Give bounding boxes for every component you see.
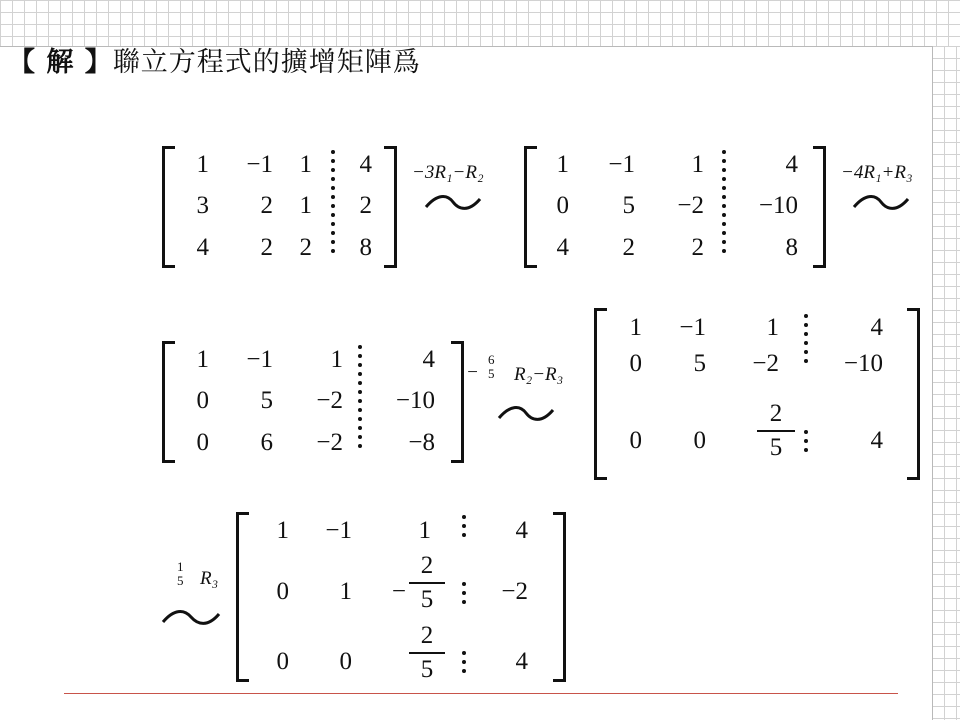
matrix-cell: 1 <box>691 151 704 178</box>
fraction <box>409 552 445 614</box>
matrix-4 <box>594 308 920 480</box>
fraction-denominator: 5 <box>420 586 434 613</box>
matrix-2 <box>524 146 826 268</box>
frame-line-right <box>932 46 933 720</box>
row-operation-3: R₂−R₃ <box>514 364 564 385</box>
fraction-numerator: 2 <box>420 552 434 579</box>
matrix-cell: 0 <box>276 648 289 675</box>
matrix-cell: 6 <box>260 429 273 456</box>
matrix-cell: 0 <box>196 429 209 456</box>
matrix-cell: −1 <box>246 346 273 373</box>
fraction <box>757 400 795 462</box>
row-operation-3-sign: − <box>466 362 479 383</box>
matrix-cell: 2 <box>299 234 312 261</box>
row-operation-3-fraction <box>488 353 495 381</box>
matrix-cell: 8 <box>785 234 798 261</box>
matrix-cell: −1 <box>679 314 706 341</box>
matrix-cell: −10 <box>758 192 798 219</box>
matrix-cell: −2 <box>501 578 528 605</box>
tilde-icon <box>496 403 556 425</box>
matrix-cell: 4 <box>785 151 798 178</box>
augment-divider <box>804 314 808 368</box>
matrix-cell: 4 <box>422 346 435 373</box>
matrix-cell: 4 <box>870 427 883 454</box>
matrix-cell: 3 <box>196 192 209 219</box>
matrix-cell: 2 <box>260 192 273 219</box>
matrix-cell: 0 <box>693 427 706 454</box>
matrix-cell: 1 <box>339 578 352 605</box>
matrix-cell: −2 <box>752 350 779 377</box>
matrix-cell: 1 <box>196 151 209 178</box>
matrix-cell: 8 <box>359 234 372 261</box>
matrix-cell: 4 <box>515 517 528 544</box>
fraction-denominator: 5 <box>177 573 184 588</box>
matrix-3 <box>162 341 464 463</box>
matrix-cell: 1 <box>330 346 343 373</box>
matrix-cell: 1 <box>276 517 289 544</box>
row-operation-4: R₃ <box>200 568 219 589</box>
matrix-cell: 5 <box>260 387 273 414</box>
matrix-cell: 4 <box>196 234 209 261</box>
matrix-cell: 1 <box>299 151 312 178</box>
augment-divider <box>462 515 466 542</box>
matrix-1 <box>162 146 397 268</box>
matrix-cell: −2 <box>316 387 343 414</box>
matrix-cell: 0 <box>556 192 569 219</box>
matrix-cell: −10 <box>395 387 435 414</box>
fraction-denominator: 5 <box>488 366 495 381</box>
matrix-cell: −8 <box>408 429 435 456</box>
augment-divider <box>358 345 362 453</box>
solution-marker: 【 解 】 <box>8 47 113 78</box>
matrix-cell: 0 <box>196 387 209 414</box>
matrix-cell: 2 <box>260 234 273 261</box>
fraction-sign: − <box>391 578 406 605</box>
matrix-cell: −2 <box>677 192 704 219</box>
fraction <box>409 622 445 684</box>
matrix-cell: 4 <box>515 648 528 675</box>
fraction-denominator: 5 <box>769 434 783 461</box>
augment-divider <box>462 582 466 609</box>
matrix-cell: 2 <box>359 192 372 219</box>
matrix-cell: 0 <box>276 578 289 605</box>
matrix-cell: −2 <box>316 429 343 456</box>
matrix-cell: −1 <box>325 517 352 544</box>
matrix-cell: 4 <box>359 151 372 178</box>
matrix-cell: 1 <box>629 314 642 341</box>
matrix-cell: −10 <box>843 350 883 377</box>
fraction-numerator: 1 <box>177 559 184 574</box>
augment-divider <box>462 651 466 678</box>
tilde-icon <box>851 192 911 214</box>
matrix-cell: 0 <box>629 350 642 377</box>
matrix-cell: 1 <box>418 517 431 544</box>
row-operation-4-fraction <box>177 560 184 588</box>
matrix-cell: 1 <box>556 151 569 178</box>
row-operation-1: −3R₁−R₂ <box>412 162 484 183</box>
matrix-cell: −1 <box>246 151 273 178</box>
tilde-icon <box>160 607 222 629</box>
matrix-cell: 5 <box>693 350 706 377</box>
augment-divider <box>804 430 808 457</box>
matrix-cell: 1 <box>196 346 209 373</box>
grid-frame-right <box>932 46 960 720</box>
matrix-cell: 0 <box>339 648 352 675</box>
matrix-cell: 0 <box>629 427 642 454</box>
fraction-denominator: 5 <box>420 656 434 683</box>
matrix-cell: 5 <box>622 192 635 219</box>
tilde-icon <box>423 192 483 214</box>
fraction-numerator: 2 <box>420 622 434 649</box>
matrix-cell: 4 <box>870 314 883 341</box>
matrix-cell: 1 <box>766 314 779 341</box>
fraction-numerator: 2 <box>769 400 783 427</box>
matrix-cell: 2 <box>622 234 635 261</box>
augment-divider <box>331 150 335 258</box>
solution-heading <box>8 46 421 80</box>
row-operation-2: −4R₁+R₃ <box>841 162 913 183</box>
solution-heading-text: 聯立方程式的擴增矩陣爲 <box>112 47 421 78</box>
grid-frame-top <box>0 0 960 46</box>
fraction-numerator: 6 <box>488 352 495 367</box>
augment-divider <box>722 150 726 258</box>
matrix-cell: −1 <box>608 151 635 178</box>
matrix-cell: 2 <box>691 234 704 261</box>
matrix-cell: 4 <box>556 234 569 261</box>
matrix-cell: 1 <box>299 192 312 219</box>
bottom-rule <box>64 693 898 694</box>
matrix-5 <box>236 512 566 682</box>
